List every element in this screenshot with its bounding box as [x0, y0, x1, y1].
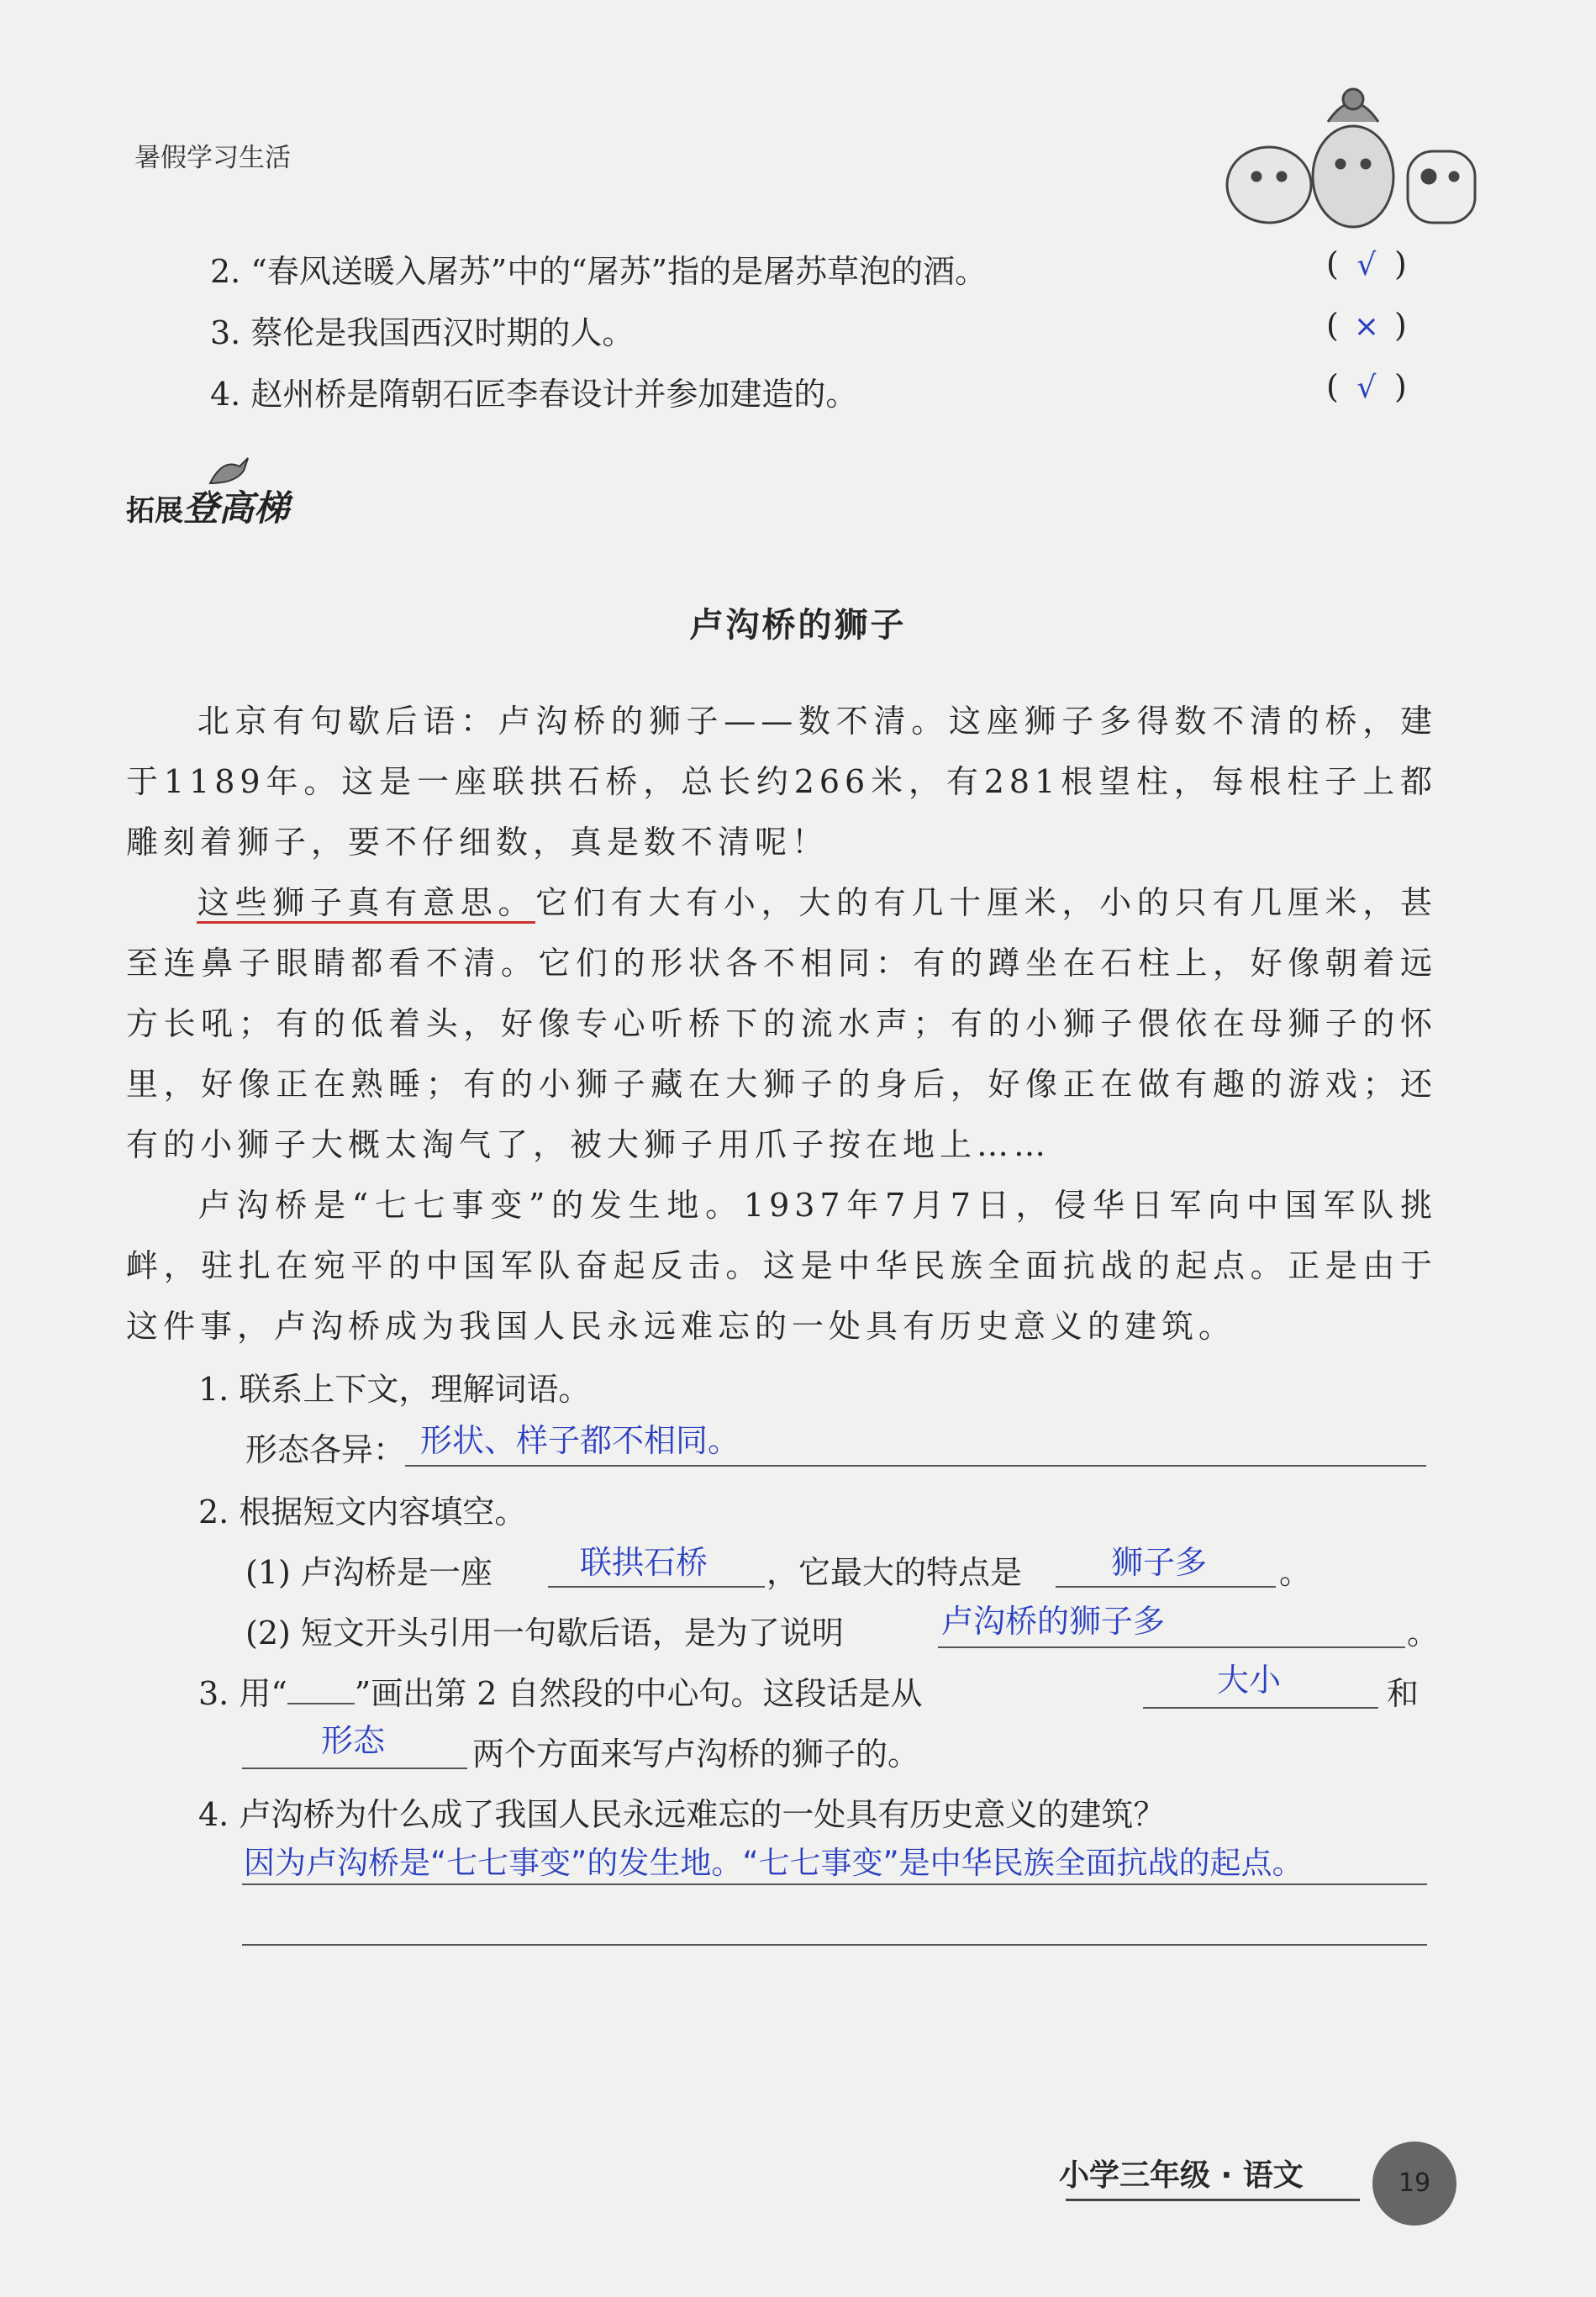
blank-line — [1143, 1707, 1378, 1709]
q3-end: 两个方面来写卢沟桥的狮子的。 — [472, 1736, 920, 1773]
question-text: 根据短文内容填空。 — [239, 1494, 527, 1530]
item-text: 蔡伦是我国西汉时期的人。 — [250, 314, 635, 351]
paragraph-3 — [126, 1175, 1437, 1357]
blank-line — [548, 1586, 765, 1588]
topic-sentence-underlined: 这些狮子真有意思。 — [197, 884, 535, 924]
q2-sub1-end: 。 — [1279, 1554, 1312, 1591]
paragraph-1 — [126, 691, 1437, 872]
article-title: 卢沟桥的狮子 — [689, 606, 907, 645]
answer-parens: ( × ) — [1326, 307, 1409, 344]
answer-line — [242, 1883, 1427, 1885]
page-number: 19 — [1372, 2142, 1456, 2226]
q2-sub2-prefix: (2) 短文开头引用一句歇后语，是为了说明 — [245, 1615, 844, 1652]
item-text: “春风送暖入屠苏”中的“屠苏”指的是屠苏草泡的酒。 — [250, 253, 988, 290]
question-text: 联系上下文，理解词语。 — [239, 1371, 591, 1408]
q2-answer-3: 卢沟桥的狮子多 — [941, 1603, 1166, 1640]
item-number: 3. — [210, 314, 241, 351]
question-number: 2. — [198, 1494, 229, 1530]
paragraph-text: 北京有句歇后语：卢沟桥的狮子——数不清。这座狮子多得数不清的桥，建于1189年。这是一座联拱石桥，总长约266米，有281根望柱，每根柱子上都雕刻着狮子，要不仔细数，真是数不清呢！ — [126, 703, 1437, 861]
q3-and: 和 — [1387, 1675, 1420, 1712]
question-number: 4. — [198, 1796, 229, 1833]
judgement-item — [210, 245, 987, 292]
question-text: 用“ — [239, 1675, 287, 1712]
q3-answer-1: 大小 — [1217, 1662, 1282, 1699]
q2-sub1-middle: ，它最大的特点是 — [766, 1554, 1023, 1591]
paragraph-2 — [126, 872, 1437, 1175]
answer-parens: ( √ ) — [1326, 245, 1409, 282]
question-number: 1. — [198, 1371, 229, 1408]
cross-mark: × — [1353, 309, 1381, 344]
q4-answer: 因为卢沟桥是“七七事变”的发生地。“七七事变”是中华民族全面抗战的起点。 — [244, 1845, 1304, 1881]
question-text: ”画出第 2 自然段的中心句。这段话是从 — [354, 1675, 923, 1712]
question-3 — [198, 1667, 923, 1714]
blank-line — [242, 1768, 467, 1769]
judgement-item — [210, 307, 634, 353]
question-2 — [198, 1486, 526, 1532]
footer-rule — [1066, 2199, 1360, 2201]
check-mark: √ — [1356, 371, 1378, 405]
question-4 — [198, 1789, 1165, 1835]
paragraph-text: 它们有大有小，大的有几十厘米，小的只有几厘米，甚至连鼻子眼睛都看不清。它们的形状各不相同：有的蹲坐在石柱上，好像朝着远方长吼；有的低着头，好像专心听桥下的流水声；有的小狮子偎依在母狮子的怀里，好像正在熟睡；有的小狮子藏在大狮子的身后，好像正在做有趣的游戏；还有的小狮子大概太淘气了，被大狮子用爪子按在地上…… — [126, 884, 1437, 1163]
footer-grade: 小学三年级 · 语文 — [1059, 2158, 1304, 2193]
section-label-big: 登高梯 — [183, 487, 290, 529]
judgement-item — [210, 368, 857, 414]
question-number: 3. — [198, 1675, 229, 1712]
q1-label: 形态各异： — [245, 1431, 406, 1468]
q2-answer-2: 狮子多 — [1111, 1544, 1208, 1581]
paragraph-text: 卢沟桥是“七七事变”的发生地。1937年7月7日，侵华日军向中国军队挑衅，驻扎在宛平的中国军队奋起反击。这是中华民族全面抗战的起点。正是由于这件事，卢沟桥成为我国人民永远难忘的一处具有历史意义的建筑。 — [126, 1187, 1437, 1345]
question-1 — [198, 1363, 590, 1409]
answer-parens: ( √ ) — [1326, 368, 1409, 405]
cats-illustration — [1210, 84, 1488, 235]
q1-answer: 形状、样子都不相同。 — [420, 1422, 740, 1459]
answer-line — [242, 1944, 1427, 1946]
check-mark: √ — [1356, 248, 1378, 282]
item-number: 4. — [210, 376, 241, 413]
item-text: 赵州桥是隋朝石匠李春设计并参加建造的。 — [250, 376, 858, 413]
item-number: 2. — [210, 253, 241, 290]
header-title: 暑假学习生活 — [134, 143, 291, 173]
question-text: 卢沟桥为什么成了我国人民永远难忘的一处具有历史意义的建筑？ — [239, 1796, 1166, 1833]
q3-answer-2: 形态 — [321, 1722, 386, 1759]
section-tag — [126, 481, 289, 531]
blank-line — [1056, 1586, 1276, 1588]
q2-sub1-prefix: (1) 卢沟桥是一座 — [245, 1554, 492, 1591]
answer-line — [405, 1465, 1426, 1467]
section-label-small: 拓展 — [126, 494, 183, 528]
blank-line — [938, 1646, 1405, 1648]
q2-sub2-end: 。 — [1407, 1615, 1440, 1652]
q2-answer-1: 联拱石桥 — [580, 1544, 708, 1581]
